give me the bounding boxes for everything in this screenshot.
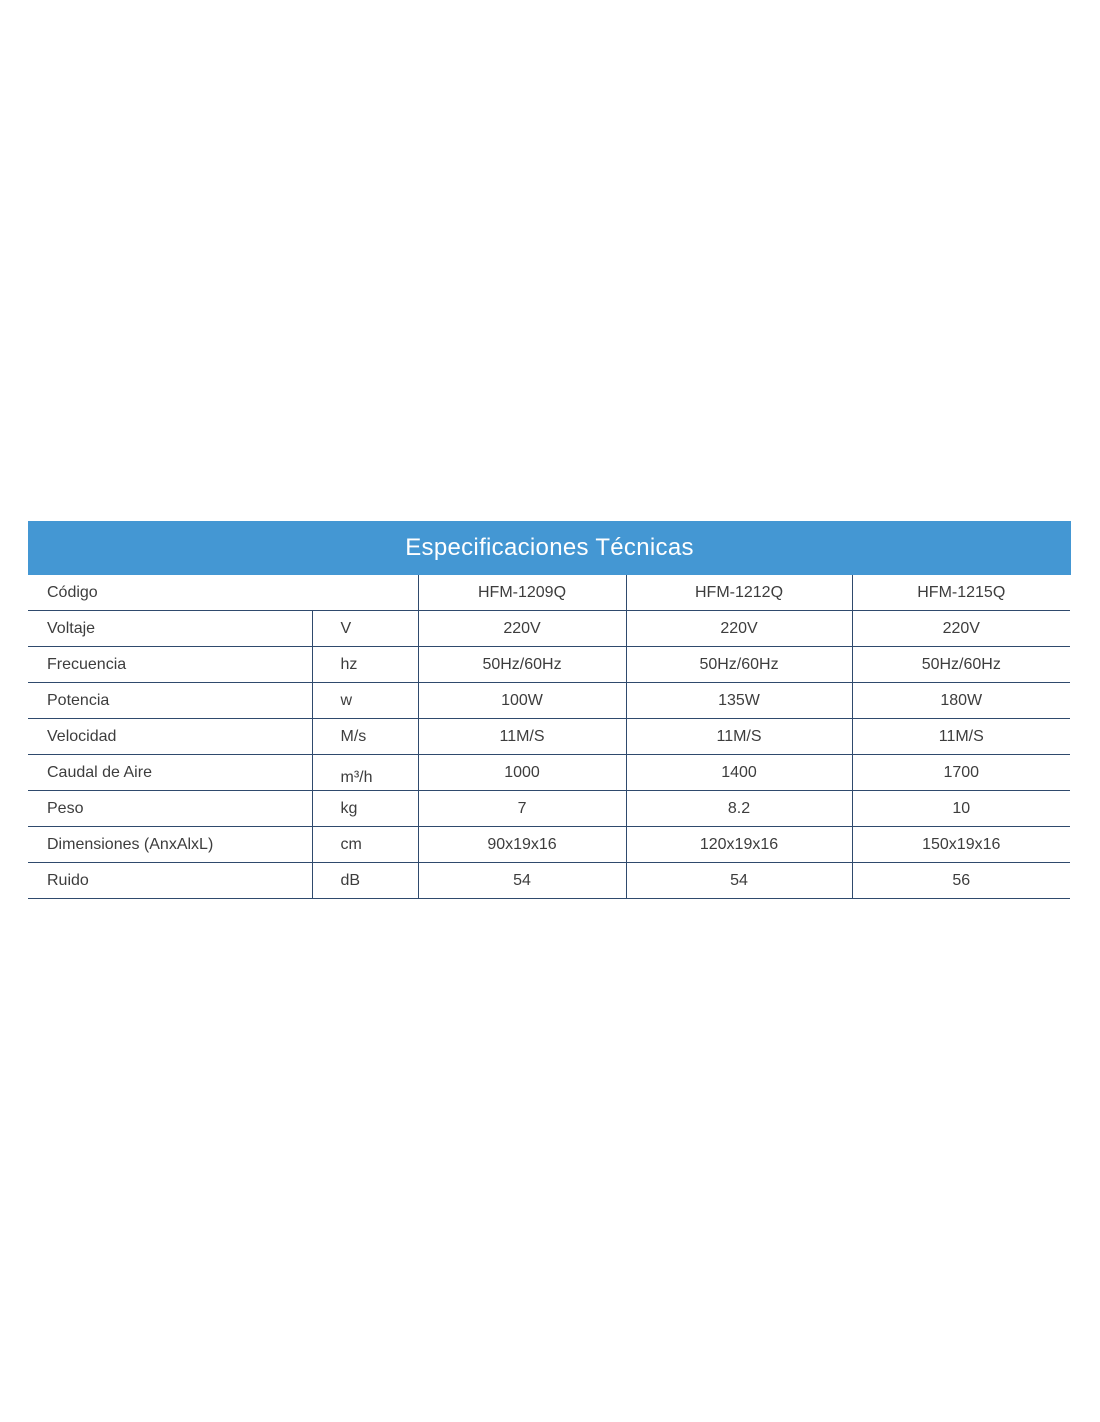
spec-unit: dB (312, 863, 418, 899)
spec-value: 11M/S (418, 719, 626, 755)
spec-value: 7 (418, 791, 626, 827)
table-row (28, 791, 1070, 827)
spec-value: 100W (418, 683, 626, 719)
spec-name: Potencia (28, 683, 312, 719)
model-header: HFM-1215Q (852, 575, 1070, 611)
spec-name: Ruido (28, 863, 312, 899)
spec-value: 120x19x16 (626, 827, 852, 863)
spec-value: 54 (418, 863, 626, 899)
spec-value: 54 (626, 863, 852, 899)
spec-unit: hz (312, 647, 418, 683)
spec-value: 8.2 (626, 791, 852, 827)
spec-unit: w (312, 683, 418, 719)
table-row (28, 863, 1070, 899)
spec-value: 180W (852, 683, 1070, 719)
spec-value: 50Hz/60Hz (626, 647, 852, 683)
spec-value: 1000 (418, 755, 626, 791)
spec-value: 1700 (852, 755, 1070, 791)
spec-name: Voltaje (28, 611, 312, 647)
spec-name: Caudal de Aire (28, 755, 312, 791)
spec-unit-cell (312, 755, 418, 791)
model-header: HFM-1209Q (418, 575, 626, 611)
spec-value: 150x19x16 (852, 827, 1070, 863)
spec-unit: kg (312, 791, 418, 827)
table-row (28, 827, 1070, 863)
spec-value: 50Hz/60Hz (418, 647, 626, 683)
spec-value: 220V (852, 611, 1070, 647)
spec-value: 1400 (626, 755, 852, 791)
spec-table (28, 575, 1070, 899)
table-row (28, 647, 1070, 683)
spec-name: Dimensiones (AnxAlxL) (28, 827, 312, 863)
table-row (28, 719, 1070, 755)
spec-unit: m³/h (340, 768, 373, 786)
spec-sheet (28, 521, 1071, 899)
spec-value: 10 (852, 791, 1070, 827)
model-header: HFM-1212Q (626, 575, 852, 611)
spec-unit: V (312, 611, 418, 647)
spec-name: Peso (28, 791, 312, 827)
spec-value: 56 (852, 863, 1070, 899)
header-row (28, 575, 1070, 611)
spec-value: 220V (626, 611, 852, 647)
spec-value: 220V (418, 611, 626, 647)
spec-value: 90x19x16 (418, 827, 626, 863)
spec-value: 11M/S (852, 719, 1070, 755)
table-row (28, 755, 1070, 791)
code-label: Código (28, 575, 418, 611)
table-row (28, 683, 1070, 719)
spec-unit: cm (312, 827, 418, 863)
spec-value: 11M/S (626, 719, 852, 755)
spec-name: Frecuencia (28, 647, 312, 683)
spec-value: 50Hz/60Hz (852, 647, 1070, 683)
spec-title: Especificaciones Técnicas (28, 521, 1071, 575)
spec-value: 135W (626, 683, 852, 719)
spec-name: Velocidad (28, 719, 312, 755)
spec-unit: M/s (312, 719, 418, 755)
table-row (28, 611, 1070, 647)
